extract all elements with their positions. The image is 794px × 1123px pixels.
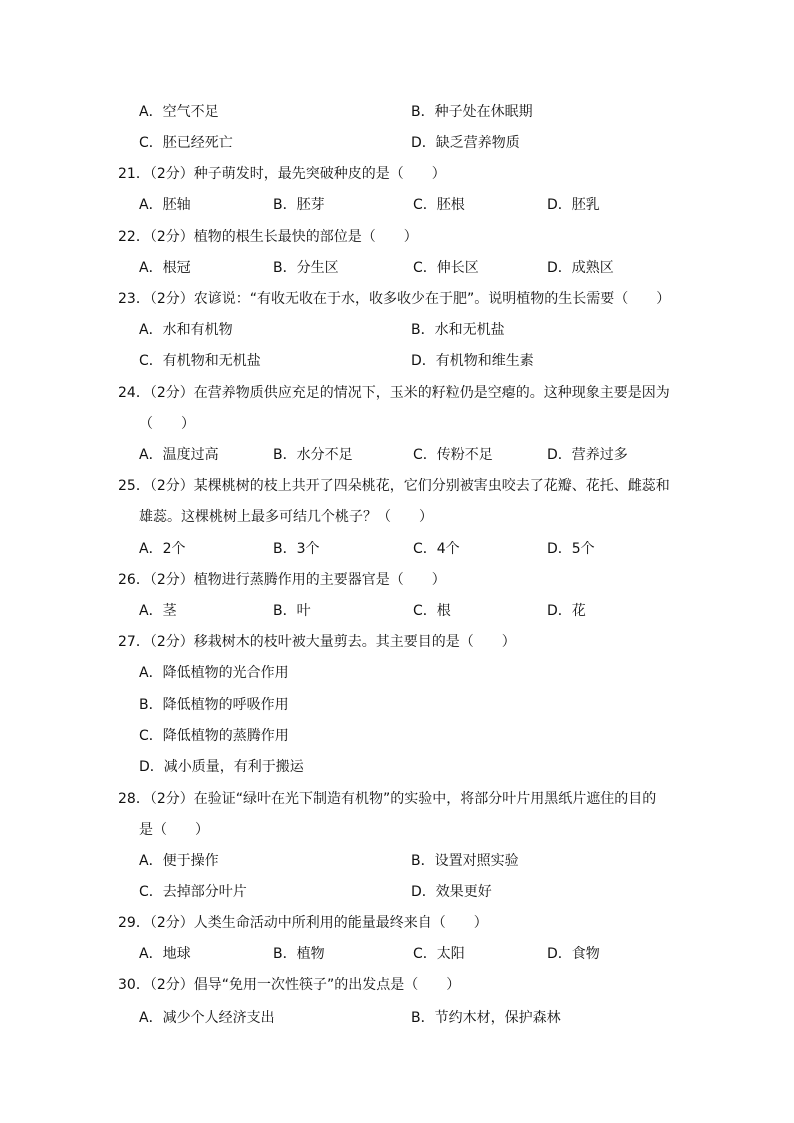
q23-option-b: B．水和无机盐 — [411, 322, 505, 338]
q24-option-d: D．营养过多 — [547, 447, 628, 463]
q20-option-b: B．种子处在休眠期 — [411, 104, 533, 120]
q27-stem: 27．（2分）移栽树木的枝叶被大量剪去。其主要目的是（ ） — [118, 634, 516, 650]
q27-option-b: B．降低植物的呼吸作用 — [139, 697, 289, 713]
q29-option-b: B．植物 — [273, 946, 325, 962]
q28-option-a: A．便于操作 — [139, 853, 219, 869]
q21-stem: 21．（2分）种子萌发时，最先突破种皮的是（ ） — [118, 166, 446, 182]
q23-options-row-2 — [0, 351, 794, 371]
q24-stem-continued: （ ） — [139, 416, 195, 432]
q24-options — [0, 445, 794, 465]
q29-option-c: C．太阳 — [413, 946, 465, 962]
q22-stem: 22．（2分）植物的根生长最快的部位是（ ） — [118, 229, 418, 245]
q20-options-row-2 — [0, 133, 794, 153]
q24-option-c: C．传粉不足 — [413, 447, 493, 463]
q25-option-a: A．2个 — [139, 541, 186, 557]
q25-stem-continued: 雄蕊。这棵桃树上最多可结几个桃子？（ ） — [139, 509, 433, 525]
q21-option-b: B．胚芽 — [273, 197, 325, 213]
q29-options — [0, 944, 794, 964]
q24-stem: 24．（2分）在营养物质供应充足的情况下，玉米的籽粒仍是空瘪的。这种现象主要是因为 — [118, 385, 670, 401]
q22-options — [0, 258, 794, 278]
q26-option-b: B．叶 — [273, 603, 311, 619]
q26-option-d: D．花 — [547, 603, 586, 619]
q27-option-d: D．减小质量，有利于搬运 — [139, 759, 304, 775]
q29-stem: 29．（2分）人类生命活动中所利用的能量最终来自（ ） — [118, 915, 488, 931]
q22-option-b: B．分生区 — [273, 260, 339, 276]
q30-option-a: A．减少个人经济支出 — [139, 1010, 275, 1026]
q26-stem: 26．（2分）植物进行蒸腾作用的主要器官是（ ） — [118, 572, 446, 588]
q29-option-a: A．地球 — [139, 946, 191, 962]
q27-option-c: C．降低植物的蒸腾作用 — [139, 728, 289, 744]
q25-options — [0, 539, 794, 559]
q29-option-d: D．食物 — [547, 946, 600, 962]
q28-option-c: C．去掉部分叶片 — [139, 884, 247, 900]
q20-option-c: C．胚已经死亡 — [139, 135, 233, 151]
q22-option-a: A．根冠 — [139, 260, 191, 276]
q24-option-a: A．温度过高 — [139, 447, 219, 463]
q28-options-row-1 — [0, 851, 794, 871]
q23-options-row-1 — [0, 320, 794, 340]
q30-stem: 30．（2分）倡导“免用一次性筷子”的出发点是（ ） — [118, 977, 461, 993]
q21-option-a: A．胚轴 — [139, 197, 191, 213]
q20-option-d: D．缺乏营养物质 — [411, 135, 520, 151]
q28-options-row-2 — [0, 882, 794, 902]
q21-options — [0, 195, 794, 215]
q21-option-c: C．胚根 — [413, 197, 465, 213]
q23-option-d: D．有机物和维生素 — [411, 353, 534, 369]
q28-stem: 28．（2分）在验证“绿叶在光下制造有机物”的实验中，将部分叶片用黑纸片遮住的目的 — [118, 791, 657, 807]
q23-stem: 23．（2分）农谚说：“有收无收在于水，收多收少在于肥”。说明植物的生长需要（ ） — [118, 291, 671, 307]
q26-option-c: C．根 — [413, 603, 451, 619]
q28-option-d: D．效果更好 — [411, 884, 492, 900]
q22-option-d: D．成熟区 — [547, 260, 614, 276]
q20-option-a: A．空气不足 — [139, 104, 219, 120]
q25-option-d: D．5个 — [547, 541, 595, 557]
q20-options-row-1 — [0, 102, 794, 122]
q30-options-row-1 — [0, 1008, 794, 1028]
q22-option-c: C．伸长区 — [413, 260, 479, 276]
q27-option-a: A．降低植物的光合作用 — [139, 665, 289, 681]
q25-option-b: B．3个 — [273, 541, 320, 557]
q30-option-b: B．节约木材，保护森林 — [411, 1010, 561, 1026]
q28-option-b: B．设置对照实验 — [411, 853, 519, 869]
q21-option-d: D．胚乳 — [547, 197, 600, 213]
q24-option-b: B．水分不足 — [273, 447, 353, 463]
q26-options — [0, 601, 794, 621]
q23-option-a: A．水和有机物 — [139, 322, 233, 338]
q26-option-a: A．茎 — [139, 603, 177, 619]
q23-option-c: C．有机物和无机盐 — [139, 353, 261, 369]
q25-stem: 25．（2分）某棵桃树的枝上共开了四朵桃花，它们分别被害虫咬去了花瓣、花托、雌蕊和 — [118, 478, 670, 494]
q25-option-c: C．4个 — [413, 541, 460, 557]
q28-stem-continued: 是（ ） — [139, 822, 209, 838]
